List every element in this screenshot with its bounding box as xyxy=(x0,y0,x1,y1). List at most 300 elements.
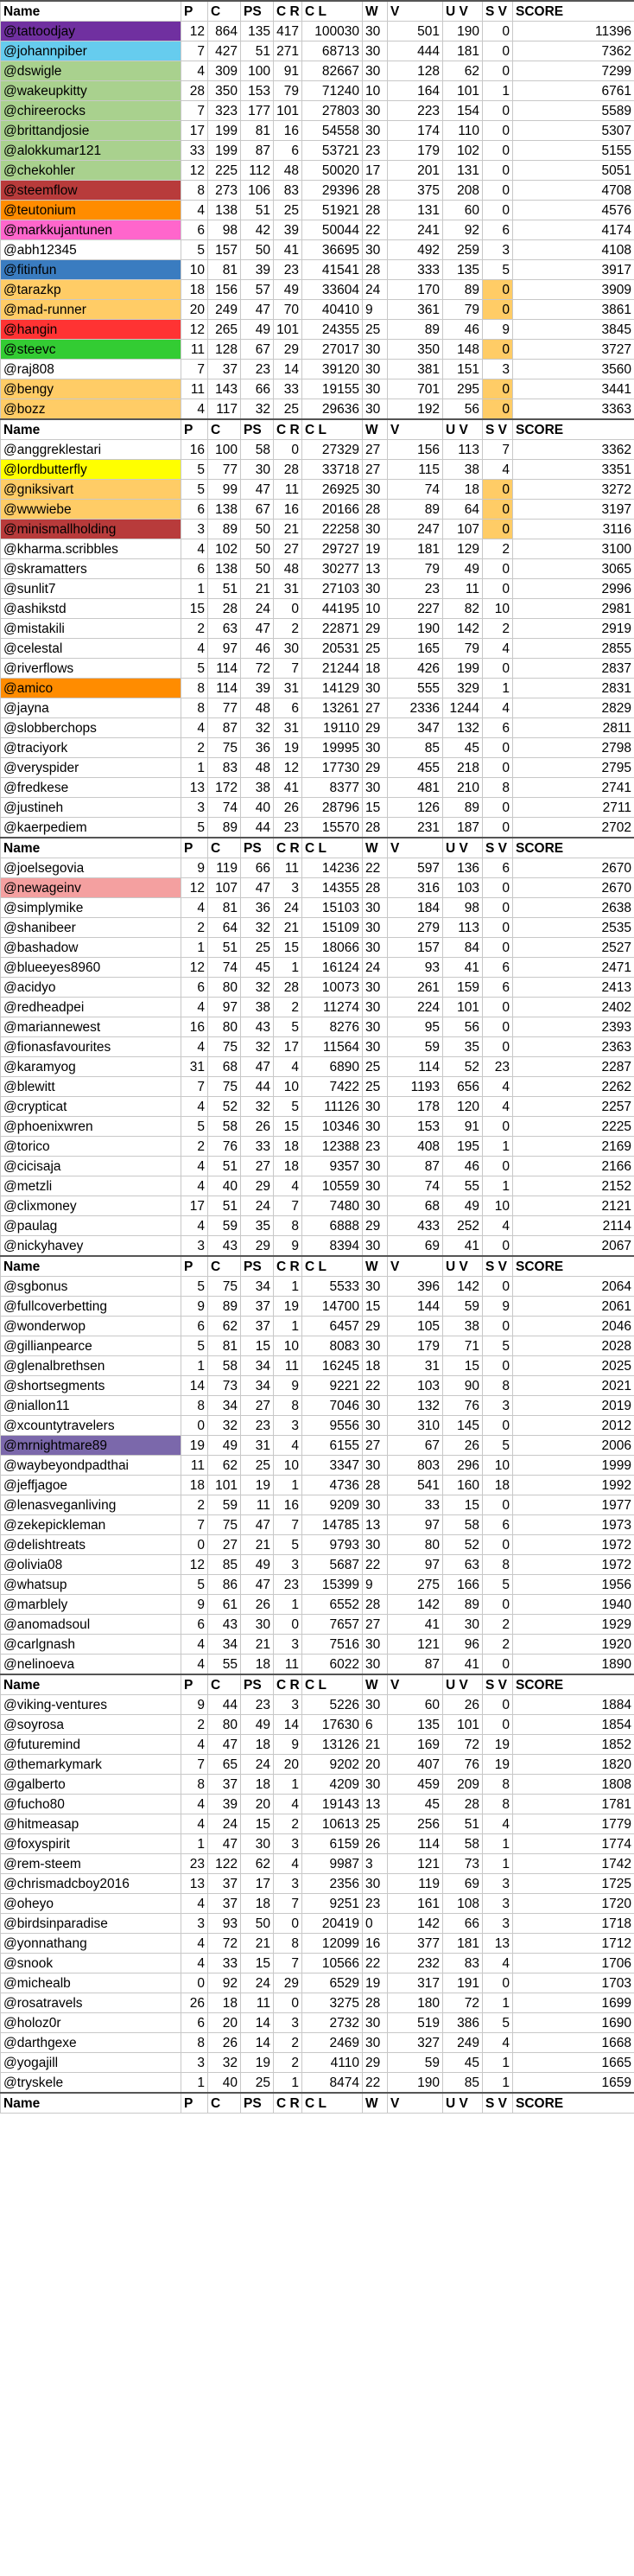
cell-uv: 110 xyxy=(443,121,483,141)
cell-c: 101 xyxy=(208,1476,241,1495)
cell-score: 1854 xyxy=(513,1715,634,1735)
cell-sv: 0 xyxy=(483,1535,513,1555)
user-name-cell: @nelinoeva xyxy=(1,1655,181,1675)
cell-v: 201 xyxy=(388,161,443,181)
cell-cl: 15570 xyxy=(302,818,363,838)
cell-p: 4 xyxy=(181,399,208,420)
cell-cl: 33718 xyxy=(302,460,363,480)
cell-c: 87 xyxy=(208,718,241,738)
cell-sv: 1 xyxy=(483,1176,513,1196)
cell-ps: 34 xyxy=(241,1277,274,1297)
cell-cl: 6888 xyxy=(302,1216,363,1236)
cell-c: 58 xyxy=(208,1356,241,1376)
cell-p: 2 xyxy=(181,1715,208,1735)
cell-v: 231 xyxy=(388,818,443,838)
cell-uv: 58 xyxy=(443,1515,483,1535)
cell-v: 597 xyxy=(388,858,443,878)
cell-c: 172 xyxy=(208,778,241,798)
cell-uv: 98 xyxy=(443,898,483,918)
leaderboard-row xyxy=(1,639,634,659)
cell-w: 23 xyxy=(363,1137,388,1157)
user-name-cell: @carlgnash xyxy=(1,1635,181,1655)
cell-w: 30 xyxy=(363,399,388,420)
user-name-cell: @joelsegovia xyxy=(1,858,181,878)
cell-cr: 2 xyxy=(274,998,302,1017)
cell-v: 310 xyxy=(388,1416,443,1436)
cell-cr: 4 xyxy=(274,1795,302,1814)
cell-score: 3845 xyxy=(513,320,634,340)
cell-ps: 31 xyxy=(241,1436,274,1456)
cell-sv: 8 xyxy=(483,778,513,798)
cell-v: 407 xyxy=(388,1755,443,1775)
leaderboard-row xyxy=(1,1097,634,1117)
cell-uv: 41 xyxy=(443,958,483,978)
cell-v: 459 xyxy=(388,1775,443,1795)
cell-sv: 6 xyxy=(483,220,513,240)
cell-sv: 0 xyxy=(483,1695,513,1715)
cell-score: 2287 xyxy=(513,1057,634,1077)
cell-cl: 4110 xyxy=(302,2053,363,2073)
cell-cr: 0 xyxy=(274,1914,302,1934)
cell-p: 7 xyxy=(181,41,208,61)
cell-v: 256 xyxy=(388,1814,443,1834)
cell-c: 117 xyxy=(208,399,241,420)
column-header-row xyxy=(1,419,634,440)
user-name-cell: @anggreklestari xyxy=(1,440,181,460)
leaderboard-row xyxy=(1,101,634,121)
leaderboard-row xyxy=(1,260,634,280)
cell-c: 75 xyxy=(208,1515,241,1535)
cell-p: 7 xyxy=(181,360,208,379)
header-name: Name xyxy=(1,2093,181,2114)
cell-cl: 22871 xyxy=(302,619,363,639)
cell-cl: 4736 xyxy=(302,1476,363,1495)
user-name-cell: @wwwiebe xyxy=(1,500,181,520)
cell-v: 396 xyxy=(388,1277,443,1297)
cell-p: 18 xyxy=(181,280,208,300)
cell-w: 26 xyxy=(363,1834,388,1854)
user-name-cell: @tattoodjay xyxy=(1,22,181,41)
cell-cl: 71240 xyxy=(302,81,363,101)
cell-cl: 2732 xyxy=(302,2013,363,2033)
cell-score: 2025 xyxy=(513,1356,634,1376)
cell-c: 309 xyxy=(208,61,241,81)
cell-cr: 3 xyxy=(274,2013,302,2033)
user-name-cell: @fullcoverbetting xyxy=(1,1297,181,1317)
header-v: V xyxy=(388,419,443,440)
cell-cr: 11 xyxy=(274,858,302,878)
cell-cr: 7 xyxy=(274,1894,302,1914)
cell-c: 81 xyxy=(208,898,241,918)
cell-c: 85 xyxy=(208,1555,241,1575)
cell-w: 23 xyxy=(363,1894,388,1914)
cell-p: 26 xyxy=(181,1993,208,2013)
cell-score: 3861 xyxy=(513,300,634,320)
cell-p: 4 xyxy=(181,639,208,659)
cell-w: 28 xyxy=(363,1595,388,1615)
cell-p: 5 xyxy=(181,659,208,679)
cell-c: 34 xyxy=(208,1635,241,1655)
cell-cl: 68713 xyxy=(302,41,363,61)
leaderboard-row xyxy=(1,1635,634,1655)
cell-uv: 64 xyxy=(443,500,483,520)
cell-p: 4 xyxy=(181,1216,208,1236)
cell-score: 2831 xyxy=(513,679,634,698)
cell-c: 114 xyxy=(208,659,241,679)
cell-cr: 3 xyxy=(274,1555,302,1575)
cell-cl: 14785 xyxy=(302,1515,363,1535)
cell-v: 74 xyxy=(388,480,443,500)
cell-ps: 49 xyxy=(241,320,274,340)
cell-p: 8 xyxy=(181,181,208,201)
cell-uv: 51 xyxy=(443,1814,483,1834)
cell-cl: 5226 xyxy=(302,1695,363,1715)
cell-ps: 50 xyxy=(241,539,274,559)
cell-uv: 28 xyxy=(443,1795,483,1814)
cell-uv: 113 xyxy=(443,440,483,460)
cell-p: 6 xyxy=(181,978,208,998)
cell-c: 20 xyxy=(208,2013,241,2033)
user-name-cell: @wonderwop xyxy=(1,1317,181,1336)
header-sv: S V xyxy=(483,1674,513,1695)
cell-w: 22 xyxy=(363,1954,388,1973)
cell-score: 2855 xyxy=(513,639,634,659)
cell-uv: 90 xyxy=(443,1376,483,1396)
cell-sv: 13 xyxy=(483,1934,513,1954)
header-cr: C R xyxy=(274,1674,302,1695)
cell-cl: 11274 xyxy=(302,998,363,1017)
cell-w: 13 xyxy=(363,1795,388,1814)
cell-uv: 210 xyxy=(443,778,483,798)
cell-uv: 120 xyxy=(443,1097,483,1117)
cell-p: 8 xyxy=(181,2033,208,2053)
cell-uv: 59 xyxy=(443,1297,483,1317)
cell-v: 333 xyxy=(388,260,443,280)
leaderboard-row xyxy=(1,300,634,320)
cell-cr: 11 xyxy=(274,1655,302,1675)
cell-w: 27 xyxy=(363,1615,388,1635)
cell-cl: 10559 xyxy=(302,1176,363,1196)
cell-c: 75 xyxy=(208,1077,241,1097)
cell-sv: 6 xyxy=(483,978,513,998)
cell-sv: 1 xyxy=(483,679,513,698)
leaderboard-row xyxy=(1,399,634,420)
user-name-cell: @karamyog xyxy=(1,1057,181,1077)
cell-score: 1920 xyxy=(513,1635,634,1655)
header-p: P xyxy=(181,838,208,858)
cell-sv: 5 xyxy=(483,1575,513,1595)
leaderboard-row xyxy=(1,878,634,898)
cell-c: 128 xyxy=(208,340,241,360)
leaderboard-row xyxy=(1,1894,634,1914)
cell-cr: 16 xyxy=(274,1495,302,1515)
cell-c: 37 xyxy=(208,1775,241,1795)
cell-score: 5589 xyxy=(513,101,634,121)
leaderboard-row xyxy=(1,480,634,500)
cell-ps: 21 xyxy=(241,1535,274,1555)
cell-ps: 18 xyxy=(241,1894,274,1914)
header-sv: S V xyxy=(483,838,513,858)
cell-ps: 24 xyxy=(241,1755,274,1775)
cell-uv: 45 xyxy=(443,2053,483,2073)
cell-cl: 27103 xyxy=(302,579,363,599)
cell-c: 61 xyxy=(208,1595,241,1615)
leaderboard-row xyxy=(1,500,634,520)
leaderboard-row xyxy=(1,1814,634,1834)
cell-p: 4 xyxy=(181,1814,208,1834)
cell-ps: 32 xyxy=(241,718,274,738)
cell-c: 51 xyxy=(208,579,241,599)
cell-score: 2067 xyxy=(513,1236,634,1257)
cell-sv: 4 xyxy=(483,1097,513,1117)
column-header-row xyxy=(1,1256,634,1277)
header-name: Name xyxy=(1,419,181,440)
cell-p: 2 xyxy=(181,619,208,639)
cell-ps: 26 xyxy=(241,1117,274,1137)
cell-uv: 113 xyxy=(443,918,483,938)
cell-sv: 0 xyxy=(483,181,513,201)
leaderboard-row xyxy=(1,2033,634,2053)
cell-cr: 33 xyxy=(274,379,302,399)
cell-cl: 13261 xyxy=(302,698,363,718)
cell-score: 1973 xyxy=(513,1515,634,1535)
cell-cl: 15399 xyxy=(302,1575,363,1595)
cell-v: 80 xyxy=(388,1535,443,1555)
cell-c: 52 xyxy=(208,1097,241,1117)
cell-ps: 48 xyxy=(241,758,274,778)
leaderboard-row xyxy=(1,758,634,778)
cell-sv: 3 xyxy=(483,1894,513,1914)
cell-p: 4 xyxy=(181,1655,208,1675)
cell-w: 25 xyxy=(363,1057,388,1077)
user-name-cell: @bozz xyxy=(1,399,181,420)
cell-ps: 35 xyxy=(241,1216,274,1236)
cell-p: 16 xyxy=(181,1017,208,1037)
cell-sv: 2 xyxy=(483,619,513,639)
cell-cl: 41541 xyxy=(302,260,363,280)
cell-p: 4 xyxy=(181,1894,208,1914)
user-name-cell: @jayna xyxy=(1,698,181,718)
cell-v: 69 xyxy=(388,1236,443,1257)
cell-sv: 5 xyxy=(483,1336,513,1356)
cell-w: 30 xyxy=(363,1874,388,1894)
cell-cr: 16 xyxy=(274,121,302,141)
cell-uv: 131 xyxy=(443,161,483,181)
cell-cr: 3 xyxy=(274,1834,302,1854)
cell-v: 426 xyxy=(388,659,443,679)
cell-p: 3 xyxy=(181,1236,208,1257)
cell-uv: 69 xyxy=(443,1874,483,1894)
cell-cr: 20 xyxy=(274,1755,302,1775)
cell-w: 17 xyxy=(363,161,388,181)
leaderboard-row xyxy=(1,1615,634,1635)
user-name-cell: @oheyo xyxy=(1,1894,181,1914)
cell-sv: 4 xyxy=(483,698,513,718)
cell-v: 261 xyxy=(388,978,443,998)
user-name-cell: @riverflows xyxy=(1,659,181,679)
cell-uv: 82 xyxy=(443,599,483,619)
cell-ps: 23 xyxy=(241,1416,274,1436)
cell-w: 13 xyxy=(363,559,388,579)
cell-w: 22 xyxy=(363,858,388,878)
cell-uv: 26 xyxy=(443,1436,483,1456)
cell-c: 74 xyxy=(208,798,241,818)
leaderboard-row xyxy=(1,559,634,579)
cell-ps: 29 xyxy=(241,1236,274,1257)
cell-score: 2741 xyxy=(513,778,634,798)
header-sv: S V xyxy=(483,419,513,440)
cell-p: 17 xyxy=(181,121,208,141)
cell-c: 89 xyxy=(208,818,241,838)
cell-ps: 43 xyxy=(241,1017,274,1037)
cell-ps: 32 xyxy=(241,978,274,998)
cell-cl: 27329 xyxy=(302,440,363,460)
cell-uv: 56 xyxy=(443,399,483,420)
cell-c: 107 xyxy=(208,878,241,898)
cell-p: 4 xyxy=(181,539,208,559)
cell-cl: 39120 xyxy=(302,360,363,379)
cell-w: 13 xyxy=(363,1515,388,1535)
cell-v: 128 xyxy=(388,61,443,81)
user-name-cell: @cicisaja xyxy=(1,1157,181,1176)
cell-v: 126 xyxy=(388,798,443,818)
cell-sv: 0 xyxy=(483,1317,513,1336)
user-name-cell: @snook xyxy=(1,1954,181,1973)
cell-v: 223 xyxy=(388,101,443,121)
cell-c: 55 xyxy=(208,1655,241,1675)
cell-p: 4 xyxy=(181,898,208,918)
cell-uv: 55 xyxy=(443,1176,483,1196)
header-ps: PS xyxy=(241,1256,274,1277)
cell-sv: 4 xyxy=(483,460,513,480)
cell-sv: 0 xyxy=(483,798,513,818)
cell-ps: 106 xyxy=(241,181,274,201)
cell-sv: 3 xyxy=(483,1396,513,1416)
cell-ps: 17 xyxy=(241,1874,274,1894)
cell-p: 3 xyxy=(181,1914,208,1934)
cell-ps: 30 xyxy=(241,1834,274,1854)
leaderboard-row xyxy=(1,1834,634,1854)
user-name-cell: @justineh xyxy=(1,798,181,818)
cell-cr: 2 xyxy=(274,619,302,639)
cell-cr: 101 xyxy=(274,101,302,121)
cell-score: 2919 xyxy=(513,619,634,639)
cell-p: 0 xyxy=(181,1973,208,1993)
user-name-cell: @sunlit7 xyxy=(1,579,181,599)
cell-sv: 0 xyxy=(483,998,513,1017)
cell-score: 1972 xyxy=(513,1555,634,1575)
cell-cl: 14700 xyxy=(302,1297,363,1317)
cell-ps: 62 xyxy=(241,1854,274,1874)
cell-w: 28 xyxy=(363,1476,388,1495)
cell-v: 227 xyxy=(388,599,443,619)
header-name: Name xyxy=(1,1,181,22)
header-cl: C L xyxy=(302,1256,363,1277)
cell-cr: 3 xyxy=(274,1695,302,1715)
cell-score: 2981 xyxy=(513,599,634,619)
cell-v: 142 xyxy=(388,1914,443,1934)
cell-cl: 27803 xyxy=(302,101,363,121)
leaderboard-row xyxy=(1,1297,634,1317)
cell-uv: 187 xyxy=(443,818,483,838)
cell-w: 30 xyxy=(363,1695,388,1715)
cell-c: 74 xyxy=(208,958,241,978)
cell-score: 2006 xyxy=(513,1436,634,1456)
cell-v: 492 xyxy=(388,240,443,260)
leaderboard-row xyxy=(1,1196,634,1216)
cell-cl: 10346 xyxy=(302,1117,363,1137)
user-name-cell: @gniksivart xyxy=(1,480,181,500)
cell-c: 64 xyxy=(208,918,241,938)
cell-ps: 15 xyxy=(241,1954,274,1973)
cell-w: 30 xyxy=(363,579,388,599)
cell-cr: 31 xyxy=(274,579,302,599)
cell-v: 408 xyxy=(388,1137,443,1157)
cell-ps: 37 xyxy=(241,1317,274,1336)
cell-cr: 5 xyxy=(274,1097,302,1117)
leaderboard-row xyxy=(1,61,634,81)
leaderboard-row xyxy=(1,141,634,161)
cell-cl: 8276 xyxy=(302,1017,363,1037)
user-name-cell: @bengy xyxy=(1,379,181,399)
cell-cl: 9357 xyxy=(302,1157,363,1176)
cell-sv: 0 xyxy=(483,520,513,539)
cell-ps: 27 xyxy=(241,1396,274,1416)
cell-p: 8 xyxy=(181,1396,208,1416)
cell-sv: 0 xyxy=(483,818,513,838)
cell-cl: 24355 xyxy=(302,320,363,340)
cell-w: 30 xyxy=(363,101,388,121)
leaderboard-row xyxy=(1,978,634,998)
cell-cl: 9987 xyxy=(302,1854,363,1874)
cell-cr: 5 xyxy=(274,1535,302,1555)
header-score: SCORE xyxy=(513,2093,634,2114)
cell-score: 4576 xyxy=(513,201,634,220)
leaderboard-row xyxy=(1,1934,634,1954)
cell-p: 1 xyxy=(181,1356,208,1376)
cell-v: 89 xyxy=(388,320,443,340)
cell-cl: 8394 xyxy=(302,1236,363,1257)
cell-uv: 89 xyxy=(443,1595,483,1615)
cell-ps: 29 xyxy=(241,1176,274,1196)
cell-v: 174 xyxy=(388,121,443,141)
cell-score: 2019 xyxy=(513,1396,634,1416)
leaderboard-row xyxy=(1,1157,634,1176)
cell-score: 2670 xyxy=(513,878,634,898)
cell-cl: 22258 xyxy=(302,520,363,539)
cell-v: 192 xyxy=(388,399,443,420)
cell-uv: 92 xyxy=(443,220,483,240)
cell-c: 51 xyxy=(208,938,241,958)
cell-w: 29 xyxy=(363,718,388,738)
cell-score: 1992 xyxy=(513,1476,634,1495)
cell-score: 2046 xyxy=(513,1317,634,1336)
user-name-cell: @alokkumar121 xyxy=(1,141,181,161)
cell-uv: 79 xyxy=(443,639,483,659)
cell-w: 30 xyxy=(363,1117,388,1137)
header-sv: S V xyxy=(483,2093,513,2114)
cell-sv: 4 xyxy=(483,1216,513,1236)
cell-score: 2829 xyxy=(513,698,634,718)
cell-w: 27 xyxy=(363,698,388,718)
cell-c: 62 xyxy=(208,1456,241,1476)
user-name-cell: @fredkese xyxy=(1,778,181,798)
cell-sv: 8 xyxy=(483,1795,513,1814)
cell-p: 5 xyxy=(181,1277,208,1297)
cell-sv: 0 xyxy=(483,101,513,121)
cell-c: 51 xyxy=(208,1157,241,1176)
cell-v: 74 xyxy=(388,1176,443,1196)
